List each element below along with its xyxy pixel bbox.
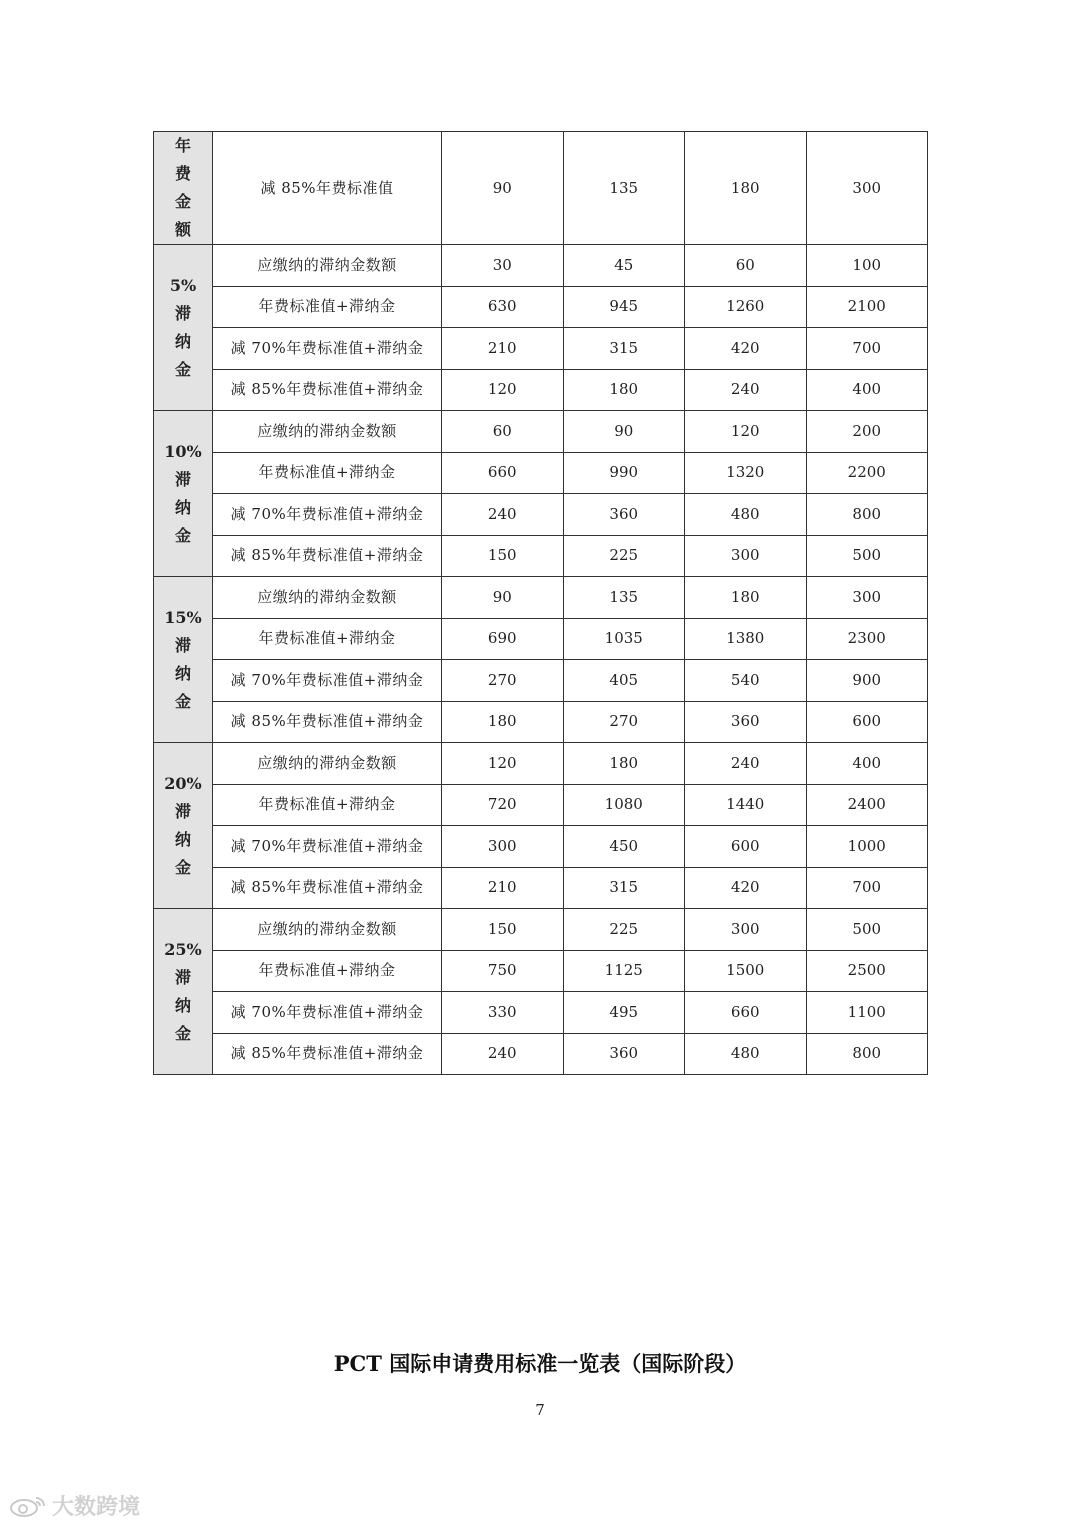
watermark-text: 大数跨境	[52, 1495, 141, 1520]
value-cell: 180	[685, 132, 807, 245]
group-label	[175, 132, 191, 244]
value-cell: 420	[685, 867, 807, 909]
table-row	[154, 660, 928, 702]
value-cell: 1440	[685, 784, 807, 826]
value-cell: 700	[806, 328, 928, 370]
row-label: 减 85%年费标准值+滞纳金	[213, 535, 442, 577]
group-label-char: 金	[174, 192, 191, 211]
value-cell: 1380	[685, 618, 807, 660]
row-label: 减 85%年费标准值	[213, 132, 442, 245]
table-row	[154, 950, 928, 992]
group-label	[164, 936, 201, 1048]
group-label-char: 10%	[164, 441, 202, 461]
group-label-char: 金	[174, 691, 191, 711]
value-cell: 135	[563, 132, 685, 245]
value-cell: 2100	[806, 286, 928, 328]
value-cell: 30	[442, 245, 564, 287]
value-cell: 600	[685, 826, 807, 868]
row-label: 减 70%年费标准值+滞纳金	[213, 992, 442, 1034]
value-cell: 1260	[685, 286, 807, 328]
row-label: 减 85%年费标准值+滞纳金	[213, 867, 442, 909]
group-label-char: 滞	[174, 303, 191, 323]
value-cell: 180	[563, 743, 685, 785]
value-cell: 120	[442, 743, 564, 785]
group-label-char: 5%	[169, 275, 197, 295]
value-cell: 150	[442, 535, 564, 577]
value-cell: 180	[442, 701, 564, 743]
value-cell: 200	[806, 411, 928, 453]
group-label-cell	[154, 577, 213, 743]
value-cell: 660	[442, 452, 564, 494]
value-cell: 420	[685, 328, 807, 370]
group-label	[164, 604, 201, 716]
group-label-char: 年	[174, 136, 191, 155]
table-row	[154, 784, 928, 826]
group-label-char: 额	[174, 220, 191, 239]
value-cell: 2500	[806, 950, 928, 992]
value-cell: 360	[685, 701, 807, 743]
table-row	[154, 411, 928, 453]
value-cell: 2400	[806, 784, 928, 826]
value-cell: 690	[442, 618, 564, 660]
table-row	[154, 494, 928, 536]
value-cell: 270	[563, 701, 685, 743]
value-cell: 720	[442, 784, 564, 826]
group-label-char: 滞	[174, 967, 191, 987]
row-label: 减 85%年费标准值+滞纳金	[213, 1033, 442, 1075]
value-cell: 60	[442, 411, 564, 453]
group-label-cell	[154, 743, 213, 909]
value-cell: 180	[685, 577, 807, 619]
table-row	[154, 535, 928, 577]
value-cell: 300	[685, 909, 807, 951]
row-label: 减 70%年费标准值+滞纳金	[213, 494, 442, 536]
value-cell: 480	[685, 494, 807, 536]
value-cell: 240	[685, 743, 807, 785]
group-label-cell	[154, 909, 213, 1075]
value-cell: 270	[442, 660, 564, 702]
group-label-char: 25%	[164, 939, 202, 959]
group-label-char: 滞	[174, 469, 191, 489]
value-cell: 660	[685, 992, 807, 1034]
value-cell: 360	[563, 1033, 685, 1075]
row-label: 减 85%年费标准值+滞纳金	[213, 701, 442, 743]
value-cell: 120	[442, 369, 564, 411]
table-row	[154, 992, 928, 1034]
value-cell: 1500	[685, 950, 807, 992]
table-row	[154, 245, 928, 287]
value-cell: 300	[442, 826, 564, 868]
fee-table	[153, 131, 928, 1075]
row-label: 应缴纳的滞纳金数额	[213, 909, 442, 951]
value-cell: 150	[442, 909, 564, 951]
fee-table-body	[154, 132, 928, 1075]
value-cell: 120	[685, 411, 807, 453]
table-row	[154, 909, 928, 951]
row-label: 减 70%年费标准值+滞纳金	[213, 660, 442, 702]
row-label: 应缴纳的滞纳金数额	[213, 245, 442, 287]
row-label: 应缴纳的滞纳金数额	[213, 743, 442, 785]
value-cell: 540	[685, 660, 807, 702]
group-label-char: 金	[174, 1023, 191, 1043]
row-label: 年费标准值+滞纳金	[213, 618, 442, 660]
table-row	[154, 452, 928, 494]
table-row	[154, 1033, 928, 1075]
value-cell: 240	[442, 1033, 564, 1075]
value-cell: 400	[806, 369, 928, 411]
value-cell: 2200	[806, 452, 928, 494]
value-cell: 240	[442, 494, 564, 536]
value-cell: 400	[806, 743, 928, 785]
value-cell: 300	[806, 577, 928, 619]
watermark	[8, 1490, 140, 1521]
value-cell: 100	[806, 245, 928, 287]
value-cell: 480	[685, 1033, 807, 1075]
group-label	[170, 272, 196, 384]
row-label: 年费标准值+滞纳金	[213, 950, 442, 992]
value-cell: 300	[806, 132, 928, 245]
table-row	[154, 132, 928, 245]
value-cell: 495	[563, 992, 685, 1034]
value-cell: 450	[563, 826, 685, 868]
group-label-char: 纳	[174, 497, 191, 517]
group-label-cell	[154, 411, 213, 577]
value-cell: 60	[685, 245, 807, 287]
group-label-char: 纳	[174, 663, 191, 683]
value-cell: 210	[442, 328, 564, 370]
group-label-char: 纳	[174, 829, 191, 849]
table-row	[154, 701, 928, 743]
table-row	[154, 369, 928, 411]
row-label: 应缴纳的滞纳金数额	[213, 411, 442, 453]
group-label-char: 20%	[164, 773, 202, 793]
group-label-char: 费	[174, 164, 191, 183]
page-number: 7	[535, 1401, 545, 1419]
value-cell: 945	[563, 286, 685, 328]
value-cell: 1125	[563, 950, 685, 992]
value-cell: 240	[685, 369, 807, 411]
value-cell: 800	[806, 1033, 928, 1075]
value-cell: 90	[442, 577, 564, 619]
group-label-char: 滞	[174, 801, 191, 821]
document-title: PCT 国际申请费用标准一览表（国际阶段）	[333, 1351, 747, 1376]
value-cell: 360	[563, 494, 685, 536]
value-cell: 180	[563, 369, 685, 411]
table-row	[154, 286, 928, 328]
value-cell: 500	[806, 909, 928, 951]
value-cell: 90	[442, 132, 564, 245]
row-label: 年费标准值+滞纳金	[213, 452, 442, 494]
row-label: 减 70%年费标准值+滞纳金	[213, 826, 442, 868]
value-cell: 1000	[806, 826, 928, 868]
value-cell: 315	[563, 867, 685, 909]
row-label: 年费标准值+滞纳金	[213, 286, 442, 328]
table-row	[154, 618, 928, 660]
group-label-char: 纳	[174, 331, 191, 351]
value-cell: 90	[563, 411, 685, 453]
table-row	[154, 867, 928, 909]
group-label-char: 15%	[164, 607, 202, 627]
value-cell: 900	[806, 660, 928, 702]
row-label: 减 85%年费标准值+滞纳金	[213, 369, 442, 411]
table-row	[154, 577, 928, 619]
group-label-cell	[154, 132, 213, 245]
value-cell: 315	[563, 328, 685, 370]
table-row	[154, 826, 928, 868]
group-label-char: 金	[174, 359, 191, 379]
row-label: 减 70%年费标准值+滞纳金	[213, 328, 442, 370]
value-cell: 600	[806, 701, 928, 743]
value-cell: 800	[806, 494, 928, 536]
value-cell: 330	[442, 992, 564, 1034]
value-cell: 700	[806, 867, 928, 909]
table-row	[154, 328, 928, 370]
value-cell: 45	[563, 245, 685, 287]
row-label: 年费标准值+滞纳金	[213, 784, 442, 826]
group-label-char: 金	[174, 525, 191, 545]
group-label	[164, 770, 201, 882]
value-cell: 225	[563, 535, 685, 577]
group-label-char: 纳	[174, 995, 191, 1015]
value-cell: 1035	[563, 618, 685, 660]
row-label: 应缴纳的滞纳金数额	[213, 577, 442, 619]
value-cell: 1320	[685, 452, 807, 494]
value-cell: 300	[685, 535, 807, 577]
group-label-char: 金	[174, 857, 191, 877]
value-cell: 500	[806, 535, 928, 577]
value-cell: 405	[563, 660, 685, 702]
group-label-cell	[154, 245, 213, 411]
value-cell: 1100	[806, 992, 928, 1034]
value-cell: 1080	[563, 784, 685, 826]
value-cell: 2300	[806, 618, 928, 660]
value-cell: 990	[563, 452, 685, 494]
value-cell: 225	[563, 909, 685, 951]
value-cell: 135	[563, 577, 685, 619]
value-cell: 210	[442, 867, 564, 909]
value-cell: 630	[442, 286, 564, 328]
group-label	[164, 438, 201, 550]
table-row	[154, 743, 928, 785]
weibo-logo-icon	[8, 1494, 48, 1518]
group-label-char: 滞	[174, 635, 191, 655]
value-cell: 750	[442, 950, 564, 992]
